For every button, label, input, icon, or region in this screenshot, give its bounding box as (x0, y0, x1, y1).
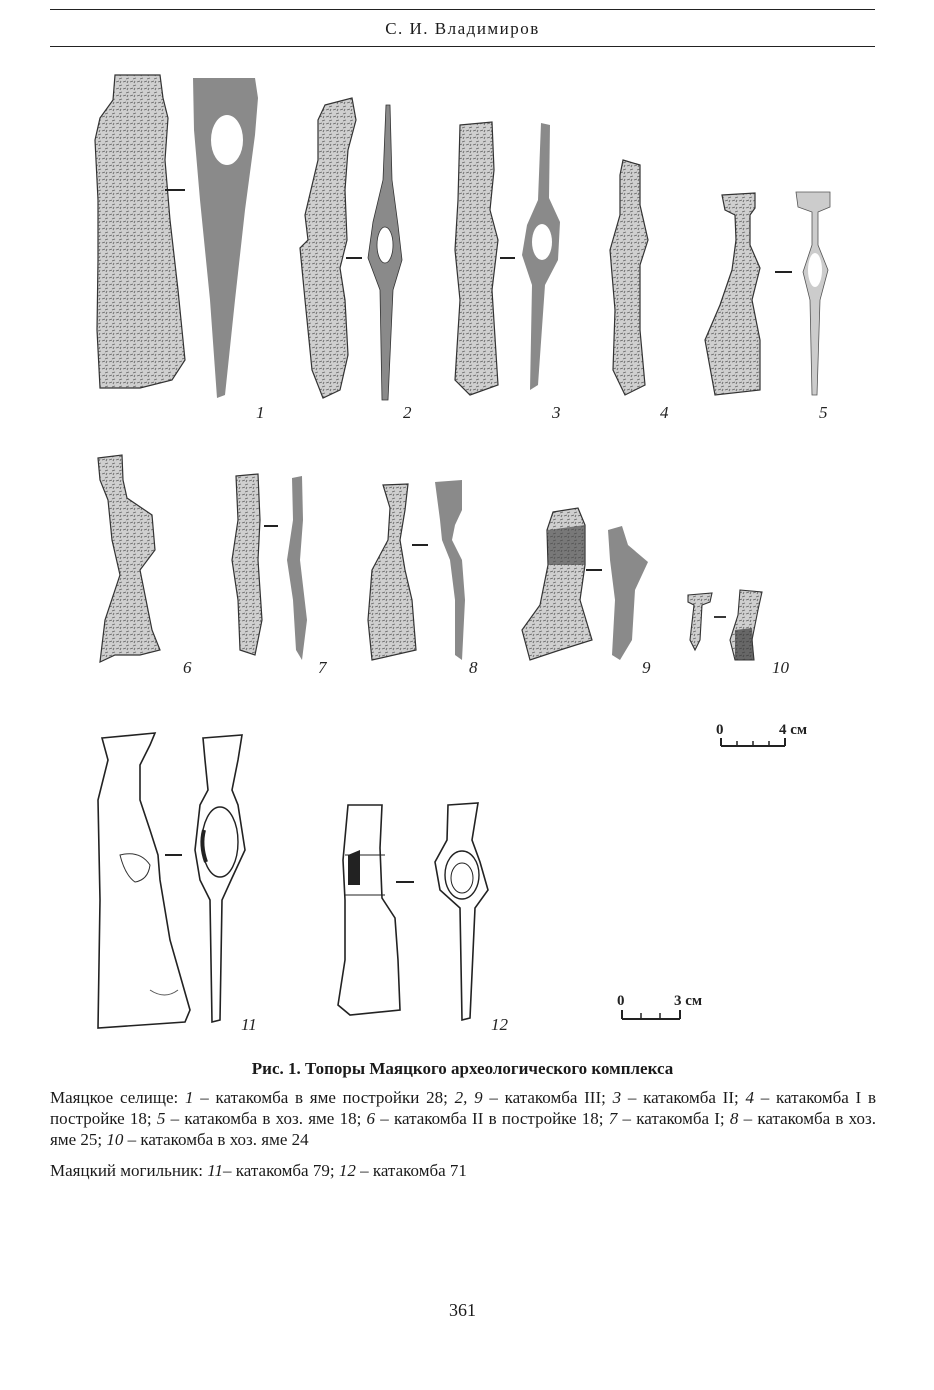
caption-entry-4: 4 – катакомба I в постройке 18; (50, 1088, 876, 1128)
axe-2 (300, 98, 402, 400)
axe-12-section (435, 803, 488, 1020)
caption-entry-8: 8 – катакомба в хоз. яме 25; (50, 1109, 876, 1149)
axe-3-view (455, 122, 498, 395)
item-label-3: 3 (552, 403, 561, 422)
page-number: 361 (449, 1300, 476, 1320)
axe-6-view (98, 455, 160, 662)
axe-7-section (287, 476, 307, 660)
caption-settlement-lead: Маяцкое селище: (50, 1088, 179, 1107)
item-label-12: 12 (491, 1015, 508, 1034)
axe-5-view (705, 193, 760, 395)
item-label-8: 8 (469, 658, 478, 677)
axe-11 (98, 733, 245, 1028)
axe-12 (338, 803, 488, 1020)
item-label-5: 5 (819, 403, 828, 422)
scale-bar-3cm (617, 993, 702, 1019)
caption-entry-5: 5 – катакомба в хоз. яме 18; (156, 1109, 362, 1128)
axe-12-view (338, 805, 400, 1015)
axe-3 (455, 122, 560, 395)
axe-11-section (195, 735, 245, 1022)
axe-8 (368, 480, 465, 660)
axe-9 (522, 508, 648, 660)
caption-entry-11: 11– катакомба 79; (207, 1161, 335, 1180)
axe-1 (95, 75, 258, 398)
axe-10-view (688, 593, 712, 650)
caption-entry-6: 6 – катакомба II в постройке 18; (366, 1109, 604, 1128)
item-label-4: 4 (660, 403, 669, 422)
caption-entry-12: 12 – катакомба 71 (338, 1161, 467, 1180)
item-label-10: 10 (772, 658, 789, 677)
axe-5 (705, 192, 830, 395)
axe-1-view (95, 75, 185, 388)
axe-2-view (300, 98, 356, 398)
caption-entry-3: 3 – катакомба II; (612, 1088, 739, 1107)
caption-settlement (50, 1087, 876, 1150)
axe-7-view (232, 474, 262, 655)
caption-entry-10: 10 – катакомба в хоз. яме 24 (106, 1130, 309, 1149)
axe-11-view (98, 733, 190, 1028)
item-label-2: 2 (403, 403, 412, 422)
running-header: С. И. Владимиров (385, 19, 540, 38)
axe-4 (610, 160, 648, 395)
axe-7 (232, 474, 307, 660)
caption-burial (50, 1160, 876, 1181)
caption-burial-lead: Маяцкий могильник: (50, 1161, 204, 1180)
axe-4-view (610, 160, 648, 395)
caption-entry-1: 1 – катакомба в яме постройки 28; (184, 1088, 448, 1107)
scale-bar-4cm (716, 722, 807, 746)
figure-caption-title: Рис. 1. Топоры Маяцкого археологического комплекса (251, 1059, 674, 1078)
item-label-7: 7 (318, 658, 327, 677)
axe-8-view (368, 484, 416, 660)
axe-5-section (796, 192, 830, 395)
caption-entry-7: 7 – катакомба I; (608, 1109, 725, 1128)
item-label-6: 6 (183, 658, 192, 677)
item-label-1: 1 (256, 403, 265, 422)
axe-8-section (435, 480, 465, 660)
item-label-11: 11 (241, 1015, 257, 1034)
caption-entry-2-9: 2, 9 – катакомба III; (454, 1088, 606, 1107)
scale-3cm-end: 3 см (674, 993, 703, 1009)
axe-10 (688, 590, 762, 660)
scale-4cm-start: 0 (716, 722, 724, 738)
item-label-9: 9 (642, 658, 651, 677)
scale-3cm-start: 0 (617, 993, 625, 1009)
scale-4cm-end: 4 см (779, 722, 808, 738)
axe-9-section (608, 526, 648, 660)
axe-6 (98, 455, 160, 662)
